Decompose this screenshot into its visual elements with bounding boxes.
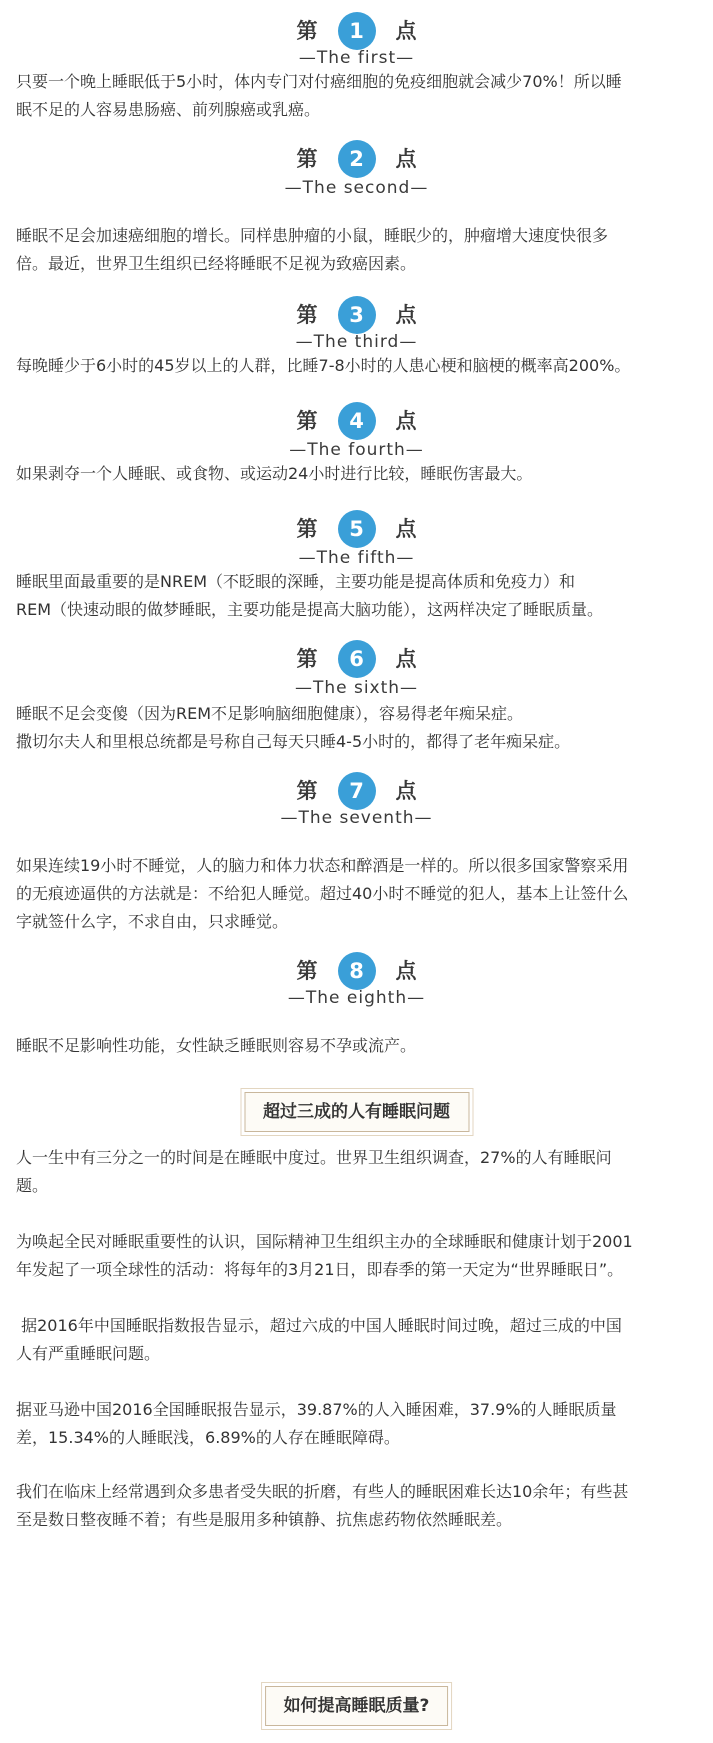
point-3-subtitle: —The third— [295, 332, 418, 352]
point-suffix: 点 [395, 147, 417, 171]
point-2-paragraph: 睡眠不足会加速癌细胞的增长。同样患肿瘤的小鼠，睡眠少的，肿瘤增大速度快很多 倍。最近，世界卫生组织已经将睡眠不足视为致癌因素。 [16, 226, 609, 273]
point-5-heading [0, 510, 713, 548]
point-prefix: 第 [296, 303, 318, 327]
point-7-subtitle: —The seventh— [280, 808, 433, 828]
section-paragraph: 据亚马逊中国2016全国睡眠报告显示，39.87%的人入睡困难，37.9%的人睡眠质量 差，15.34%的人睡眠浅，6.89%的人存在睡眠障碍。 [16, 1400, 617, 1447]
point-3-heading [0, 296, 713, 334]
point-suffix: 点 [395, 647, 417, 671]
point-1-heading [0, 12, 713, 50]
point-1-subtitle: —The first— [298, 48, 415, 68]
section-paragraph: 人一生中有三分之一的时间是在睡眠中度过。世界卫生组织调查，27%的人有睡眠问 题。 [16, 1148, 612, 1195]
point-1-paragraph: 只要一个晚上睡眠低于5小时，体内专门对付癌细胞的免疫细胞就会减少70%！所以睡 眠不足的人容易患肠癌、前列腺癌或乳癌。 [16, 72, 622, 119]
point-6-subtitle: —The sixth— [294, 678, 419, 698]
section-paragraph: 我们在临床上经常遇到众多患者受失眠的折磨，有些人的睡眠困难长达10余年；有些甚 至是数日整夜睡不着；有些是服用多种镇静、抗焦虑药物依然睡眠差。 [16, 1482, 629, 1529]
point-suffix: 点 [395, 779, 417, 803]
point-4-paragraph: 如果剥夺一个人睡眠、或食物、或运动24小时进行比较，睡眠伤害最大。 [16, 464, 533, 483]
point-8-subtitle: —The eighth— [287, 988, 426, 1008]
point-6-heading [0, 640, 713, 678]
point-number-badge: 8 [338, 952, 376, 990]
point-suffix: 点 [395, 517, 417, 541]
point-suffix: 点 [395, 303, 417, 327]
point-prefix: 第 [296, 779, 318, 803]
point-2-subtitle: —The second— [284, 178, 429, 198]
point-prefix: 第 [296, 647, 318, 671]
point-prefix: 第 [296, 959, 318, 983]
section-paragraph: 据2016年中国睡眠指数报告显示，超过六成的中国人睡眠时间过晚，超过三成的中国 人有严重睡眠问题。 [16, 1316, 622, 1363]
point-prefix: 第 [296, 19, 318, 43]
point-suffix: 点 [395, 19, 417, 43]
point-number-badge: 1 [338, 12, 376, 50]
point-5-subtitle: —The fifth— [298, 548, 415, 568]
point-number-badge: 7 [338, 772, 376, 810]
point-4-subtitle: —The fourth— [289, 440, 424, 460]
point-7-heading [0, 772, 713, 810]
point-number-badge: 5 [338, 510, 376, 548]
point-prefix: 第 [296, 147, 318, 171]
point-8-heading [0, 952, 713, 990]
point-6-paragraph: 睡眠不足会变傻（因为REM不足影响脑细胞健康），容易得老年痴呆症。 撒切尔夫人和里根总统都是号称自己每天只睡4-5小时的，都得了老年痴呆症。 [16, 704, 571, 751]
point-2-heading [0, 140, 713, 178]
point-7-paragraph: 如果连续19小时不睡觉，人的脑力和体力状态和醉酒是一样的。所以很多国家警察采用 的无痕迹逼供的方法就是：不给犯人睡觉。超过40小时不睡觉的犯人，基本上让签什么 字就签什么字，不求自由，只求睡觉。 [16, 856, 629, 931]
section-title-box: 如何提高睡眠质量? [265, 1686, 449, 1726]
point-3-paragraph: 每晚睡少于6小时的45岁以上的人群，比睡7-8小时的人患心梗和脑梗的概率高200%。 [16, 356, 631, 375]
point-prefix: 第 [296, 517, 318, 541]
point-prefix: 第 [296, 409, 318, 433]
point-number-badge: 4 [338, 402, 376, 440]
point-8-paragraph: 睡眠不足影响性功能，女性缺乏睡眠则容易不孕或流产。 [16, 1036, 417, 1055]
point-number-badge: 3 [338, 296, 376, 334]
point-suffix: 点 [395, 959, 417, 983]
point-number-badge: 2 [338, 140, 376, 178]
point-5-paragraph: 睡眠里面最重要的是NREM（不眨眼的深睡，主要功能是提高体质和免疫力）和 REM（快速动眼的做梦睡眠，主要功能是提高大脑功能），这两样决定了睡眠质量。 [16, 572, 604, 619]
section-title-box: 超过三成的人有睡眠问题 [244, 1092, 469, 1132]
point-4-heading [0, 402, 713, 440]
section-paragraph: 为唤起全民对睡眠重要性的认识，国际精神卫生组织主办的全球睡眠和健康计划于2001 年发起了一项全球性的活动：将每年的3月21日，即春季的第一天定为“世界睡眠日”。 [16, 1232, 633, 1279]
point-suffix: 点 [395, 409, 417, 433]
point-number-badge: 6 [338, 640, 376, 678]
